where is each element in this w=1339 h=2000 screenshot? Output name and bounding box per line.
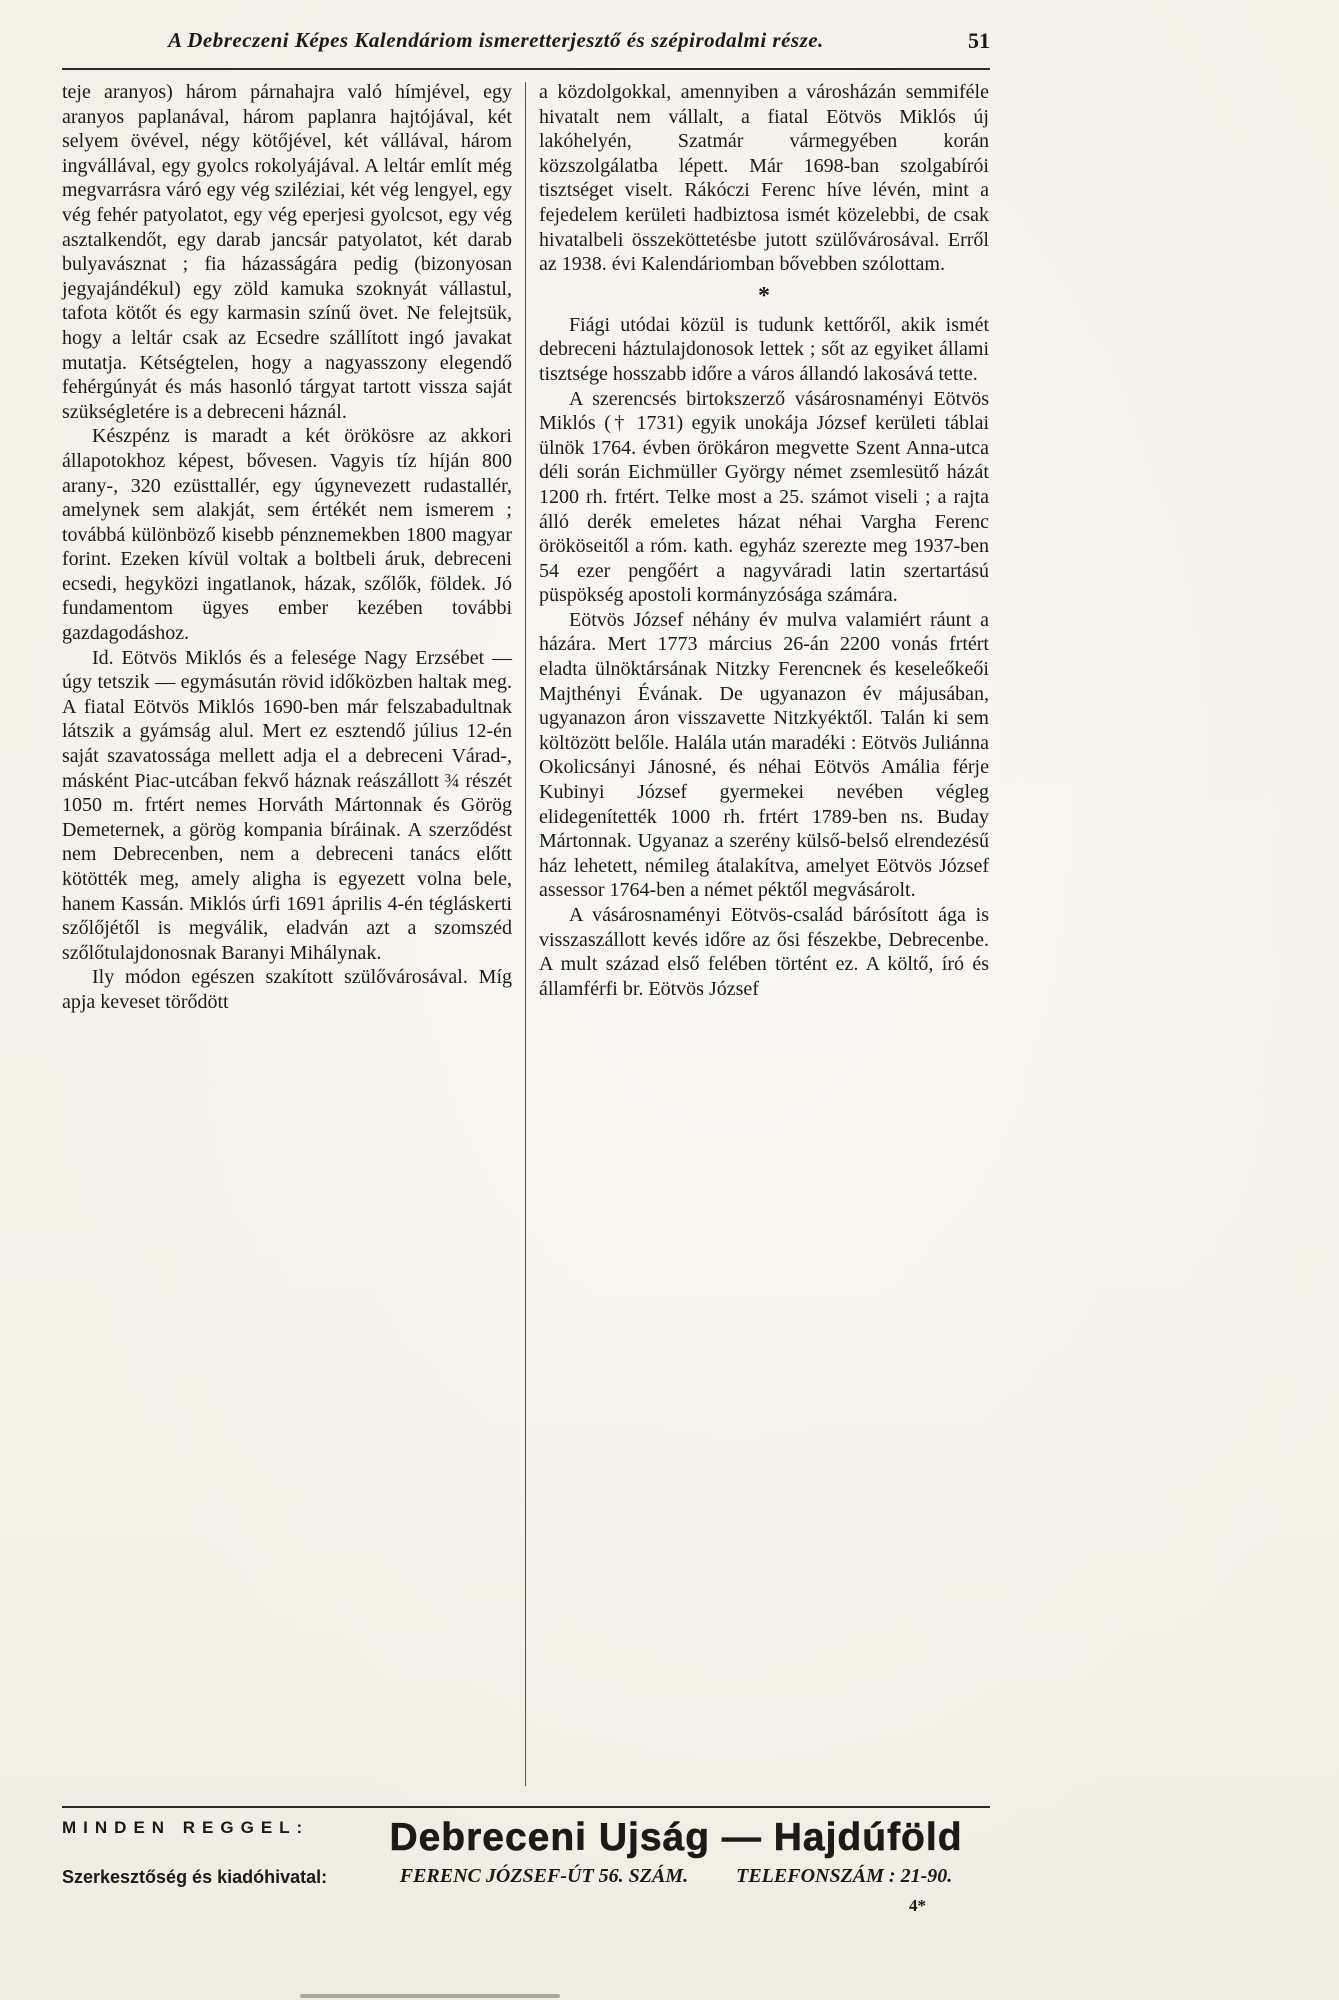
newspaper-phone-number: TELEFONSZÁM : 21-90. xyxy=(736,1864,953,1887)
paragraph: Fiági utódai közül is tudunk kettőről, akik ismét debreceni háztulajdonosok lettek ; sőt az egyiket állami tisztsége hosszabb időre a város állandó lakosává tette. xyxy=(539,313,989,385)
right-column xyxy=(539,80,989,1792)
paragraph: Ily módon egészen szakított szülővárosával. Míg apja keveset törődött xyxy=(62,966,512,1013)
paragraph: A szerencsés birtokszerző vásárosnaményi Eötvös Miklós († 1731) egyik unokája József kerületi táblai ülnök 1764. évben örökáron megvette Szent Anna-utca déli során Eichmüller György német zsemlesütő házát 1200 rh. frtért. Telke most a 25. számot viseli ; a rajta álló derék emeletes házat néhai Vargha Ferenc örököseitől a róm. kath. egyház szerezte meg 1937-ben 54 ezer pengőért a nagyváradi latin szertartású püspökség apostoli kormányzósága számára. xyxy=(539,387,989,607)
page-content xyxy=(62,28,990,1916)
advertisement-right-block xyxy=(362,1818,990,1888)
column-divider-rule xyxy=(525,82,526,1786)
newspaper-title: Debreceni Ujság — Hajdúföld xyxy=(389,1816,963,1859)
advertisement-office-label: Szerkesztőség és kiadóhivatal: xyxy=(62,1866,328,1887)
newspaper-advertisement xyxy=(62,1806,990,1888)
paragraph: teje aranyos) három párnahajra való hímjével, egy aranyos paplanával, három paplanra hajtójával, két selyem övével, négy kötőjével, két vállával, három ingvállával, egy gyolcs rokolyájával. A leltár említ még megvarrásra váró egy vég sziléziai, két vég lengyel, egy vég fehér patyolatot, egy vég eperjesi gyolcsot, egy vég asztalkendőt, egy darab jancsár patyolatot, két darab bulyavásznat ; fia házasságára pedig (bizonyosan jegyajándékul) egy zöld kamuka szoknyát vállastul, tafota kötőt és egy karmasin színű övet. Ne felejtsük, hogy a leltár csak az Ecsedre szállított ingó javakat mutatja. Kétségtelen, hogy a nagyasszony elegendő fehérgúnyát és más hasonló tárgyat tartott vissza saját szükségletére is a debreceni háznál. xyxy=(62,81,512,423)
newspaper-address-line xyxy=(362,1865,990,1888)
newspaper-street-address: FERENC JÓZSEF-ÚT 56. SZÁM. xyxy=(399,1864,689,1887)
paragraph: Eötvös József néhány év mulva valamiért ráunt a házára. Mert 1773 március 26-án 2200 vonás frtért eladta ülnöktársának Nitzky Ferencnek és keseleőkeői Majthényi Évának. De ugyanazon év májusában, ugyanazon áron visszavette Nitzkyéktől. Talán ki sem költözött belőle. Halála után maradéki : Eötvös Juliánna Okolicsányi Jánosné, és néhai Eötvös Amália férje Kubinyi József gyermekei nevében végleg elidegenítették 1000 rh. frtért 1789-ben ns. Buday Mártonnak. Ugyanaz a szerény külső-belső elrendezésű ház lehetett, némileg átalakítva, amelyet Eötvös József assessor 1764-ben a német péktől megvásárolt. xyxy=(539,608,989,902)
advertisement-kicker: MINDEN REGGEL: xyxy=(62,1818,310,1837)
left-column xyxy=(62,80,512,1792)
running-header xyxy=(62,28,990,70)
scan-smudge-artifact xyxy=(300,1994,560,1998)
printers-signature-mark: 4* xyxy=(909,1895,926,1915)
advertisement-left-block xyxy=(62,1818,362,1888)
two-column-body xyxy=(62,80,990,1792)
paragraph: Id. Eötvös Miklós és a felesége Nagy Erzsébet — úgy tetszik — egymásután rövid időközben haltak meg. A fiatal Eötvös Miklós 1690-ben már felszabadultnak látszik a gyámság alul. Mert ez esztendő július 12-én saját szavatossága mellett adja el a debreceni Várad-, másként Piac-utcában fekvő háznak reászállott ¾ részét 1050 m. frtért nemes Horváth Mártonnak és Görög Demeternek, a görög kompania bíráinak. A szerződést nem Debrecenben, nem a debreceni tanács előtt kötötték meg, amely aligha is egyezett volna bele, hanem Kassán. Miklós úrfi 1691 április 4-én tégláskerti szőlőjétől is megválik, eladván azt a szomszéd szőlőtulajdonosnak Baranyi Mihálynak. xyxy=(62,646,512,964)
running-header-title: A Debreczeni Képes Kalendáriom ismeretterjesztő és szépirodalmi része. xyxy=(168,28,824,52)
paragraph: a közdolgokkal, amennyiben a városházán semmiféle hivatalt nem vállalt, a fiatal Eötvös Miklós új lakóhelyén, Szatmár vármegyében korán közszolgálatba lépett. Már 1698-ban szolgabírói tisztséget viselt. Rákóczi Ferenc híve lévén, mint a fejedelem kerületi hadbiztosa ismét közelebbi, de csak hivatalbeli összeköttetésbe jutott szülővárosával. Erről az 1938. évi Kalendáriomban bővebben szólottam. xyxy=(539,81,989,276)
paragraph: Készpénz is maradt a két örökösre az akkori állapotokhoz képest, bővesen. Vagyis tíz híján 800 arany-, 320 ezüsttallér, egy úgynevezett rudastallér, amelynek sem alakját, sem értékét nem ismerem ; továbbá különböző kisebb pénznemekben 1800 magyar forint. Ezeken kívül voltak a boltbeli áruk, debreceni ecsedi, hegyközi ingatlanok, házak, szőlők, földek. Jó fundamentom ügyes ember kezében további gazdagodáshoz. xyxy=(62,425,512,645)
paragraph: A vásárosnaményi Eötvös-család bárósított ága is visszaszállott kevés időre az ősi fészekbe, Debrecenbe. A mult század első felében történt ez. A költő, író és államférfi br. Eötvös József xyxy=(539,904,989,1000)
page-number: 51 xyxy=(968,28,990,53)
asterisk-section-break: * xyxy=(758,282,770,309)
